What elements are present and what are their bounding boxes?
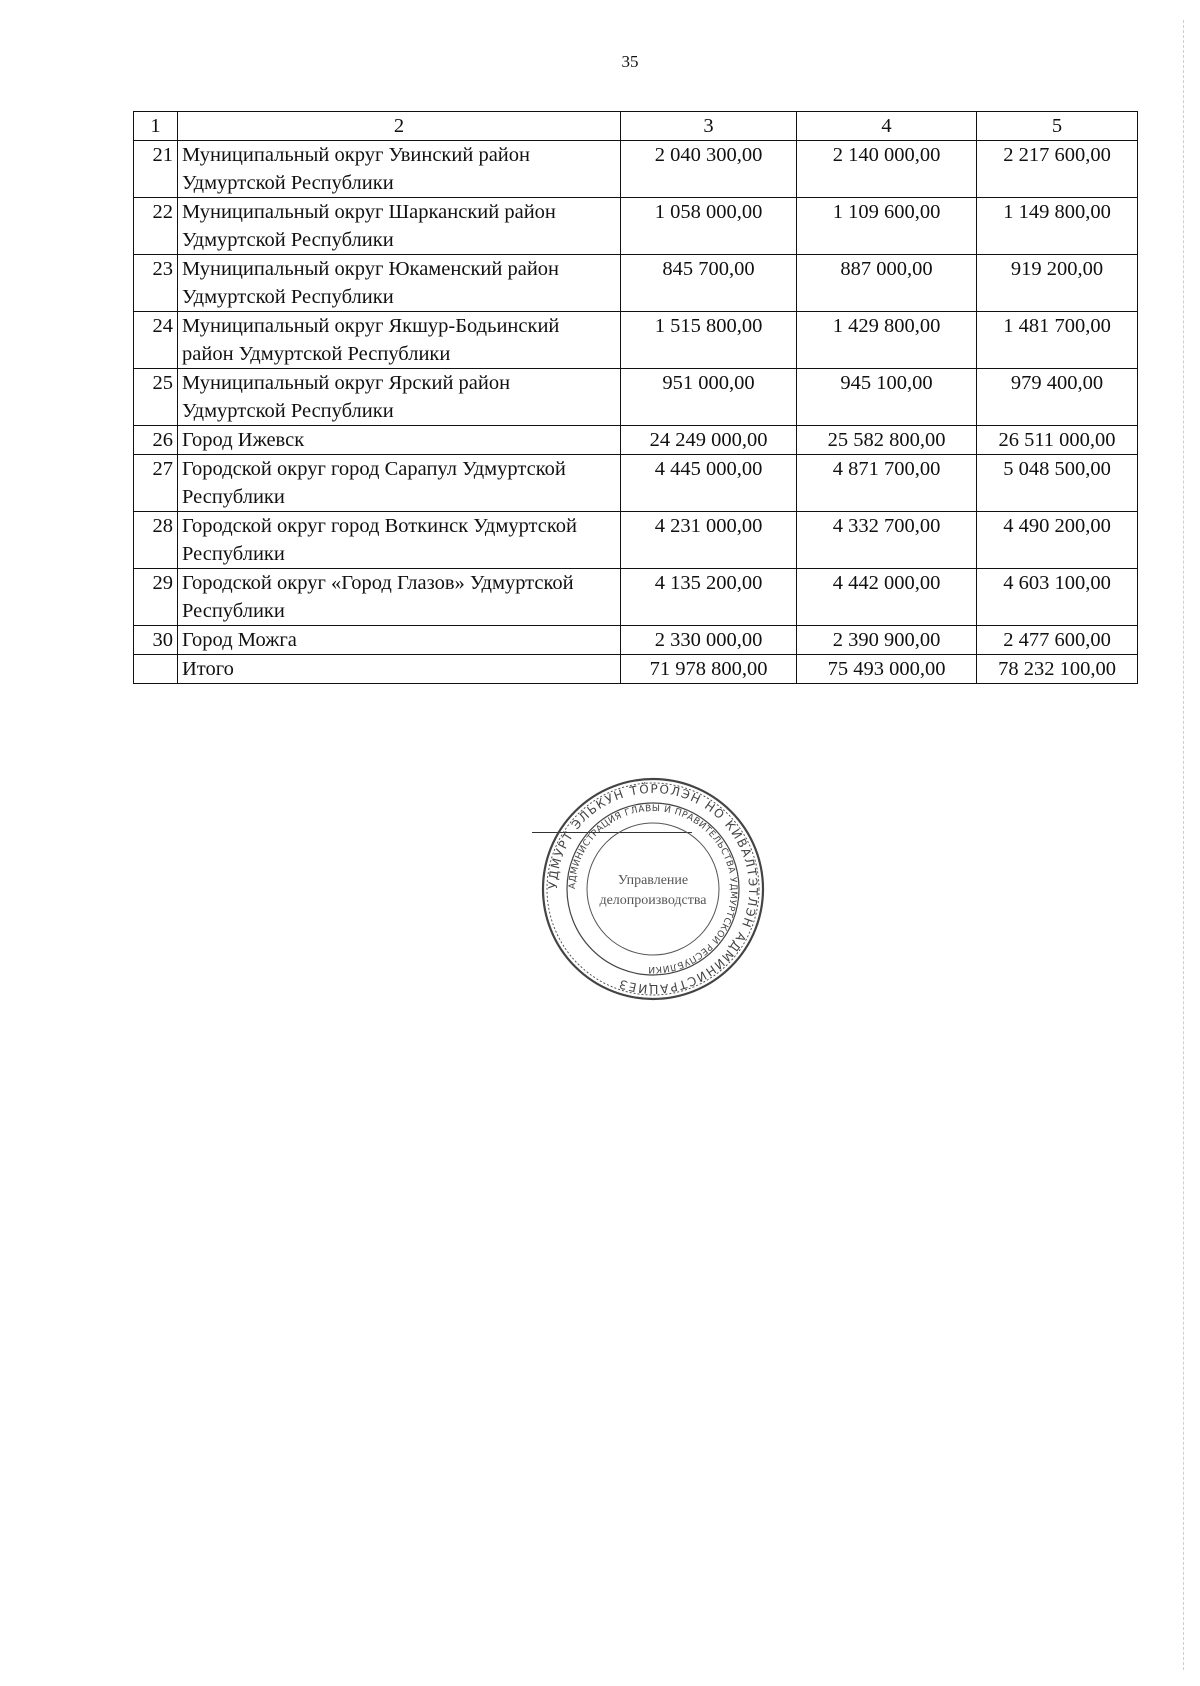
- column-header-5: 5: [977, 112, 1138, 141]
- row-value-col5: 26 511 000,00: [977, 426, 1138, 455]
- table-row: [134, 141, 1138, 198]
- row-name: Муниципальный округ Ярский район Удмуртской Республики: [178, 369, 621, 426]
- row-value-col5: 4 603 100,00: [977, 569, 1138, 626]
- row-name: Муниципальный округ Якшур-Бодьинский район Удмуртской Республики: [178, 312, 621, 369]
- row-name: Город Ижевск: [178, 426, 621, 455]
- row-value-col5: 2 477 600,00: [977, 626, 1138, 655]
- row-value-col5: 2 217 600,00: [977, 141, 1138, 198]
- row-value-col4: 75 493 000,00: [797, 655, 977, 684]
- row-value-col4: 2 140 000,00: [797, 141, 977, 198]
- row-value-col3: 845 700,00: [621, 255, 797, 312]
- row-name: Городской округ город Воткинск Удмуртской Республики: [178, 512, 621, 569]
- row-value-col3: 2 330 000,00: [621, 626, 797, 655]
- row-value-col4: 4 442 000,00: [797, 569, 977, 626]
- column-header-4: 4: [797, 112, 977, 141]
- row-value-col5: 979 400,00: [977, 369, 1138, 426]
- scan-edge-artifact: [1183, 20, 1186, 1670]
- row-number: 30: [134, 626, 178, 655]
- row-name: Муниципальный округ Шарканский район Удмуртской Республики: [178, 198, 621, 255]
- row-value-col4: 945 100,00: [797, 369, 977, 426]
- row-value-col3: 2 040 300,00: [621, 141, 797, 198]
- row-value-col3: 1 515 800,00: [621, 312, 797, 369]
- row-value-col4: 25 582 800,00: [797, 426, 977, 455]
- row-number: 27: [134, 455, 178, 512]
- row-name: Муниципальный округ Увинский район Удмуртской Республики: [178, 141, 621, 198]
- table-total-row: [134, 655, 1138, 684]
- table-row: [134, 426, 1138, 455]
- row-value-col3: 4 231 000,00: [621, 512, 797, 569]
- table-row: [134, 455, 1138, 512]
- row-value-col5: 4 490 200,00: [977, 512, 1138, 569]
- row-number: 22: [134, 198, 178, 255]
- column-header-3: 3: [621, 112, 797, 141]
- seal-outer-text: УДМУРТ ЭЛЬКУН ТӦРОЛЭН НО КИВАЛТЭТЛЭН АДМИНИСТРАЦИЕЗ: [545, 781, 761, 997]
- page-number: 35: [621, 52, 639, 71]
- row-number: 25: [134, 369, 178, 426]
- row-value-col3: 4 445 000,00: [621, 455, 797, 512]
- row-value-col3: 71 978 800,00: [621, 655, 797, 684]
- row-value-col4: 4 332 700,00: [797, 512, 977, 569]
- row-number: 28: [134, 512, 178, 569]
- row-number: [134, 655, 178, 684]
- row-name: Городской округ «Город Глазов» Удмуртской Республики: [178, 569, 621, 626]
- budget-table: [133, 111, 1138, 684]
- row-value-col4: 2 390 900,00: [797, 626, 977, 655]
- table-header-row: [134, 112, 1138, 141]
- table-row: [134, 255, 1138, 312]
- row-name: Муниципальный округ Юкаменский район Удмуртской Республики: [178, 255, 621, 312]
- seal-center-line-2: делопроизводства: [599, 893, 707, 908]
- table-row: [134, 626, 1138, 655]
- row-value-col3: 24 249 000,00: [621, 426, 797, 455]
- row-value-col3: 1 058 000,00: [621, 198, 797, 255]
- row-number: 23: [134, 255, 178, 312]
- row-name: Город Можга: [178, 626, 621, 655]
- seal-middle-ring: [567, 803, 739, 975]
- table-row: [134, 369, 1138, 426]
- row-value-col5: 919 200,00: [977, 255, 1138, 312]
- official-seal: [540, 776, 766, 1002]
- row-value-col5: 5 048 500,00: [977, 455, 1138, 512]
- row-value-col4: 887 000,00: [797, 255, 977, 312]
- row-name: Итого: [178, 655, 621, 684]
- row-value-col3: 4 135 200,00: [621, 569, 797, 626]
- table-row: [134, 312, 1138, 369]
- seal-inner-text: АДМИНИСТРАЦИЯ ГЛАВЫ И ПРАВИТЕЛЬСТВА УДМУРТСКОЙ РЕСПУБЛИКИ: [567, 803, 739, 975]
- row-value-col5: 1 481 700,00: [977, 312, 1138, 369]
- seal-inner-ring: [587, 823, 719, 955]
- row-value-col5: 1 149 800,00: [977, 198, 1138, 255]
- row-value-col3: 951 000,00: [621, 369, 797, 426]
- seal-center-line-1: Управление: [617, 873, 689, 888]
- row-value-col4: 1 109 600,00: [797, 198, 977, 255]
- row-value-col5: 78 232 100,00: [977, 655, 1138, 684]
- table-body: [134, 141, 1138, 684]
- column-header-1: 1: [134, 112, 178, 141]
- row-number: 24: [134, 312, 178, 369]
- row-number: 21: [134, 141, 178, 198]
- row-name: Городской округ город Сарапул Удмуртской Республики: [178, 455, 621, 512]
- table-row: [134, 569, 1138, 626]
- row-number: 26: [134, 426, 178, 455]
- row-value-col4: 1 429 800,00: [797, 312, 977, 369]
- row-number: 29: [134, 569, 178, 626]
- table-row: [134, 198, 1138, 255]
- column-header-2: 2: [178, 112, 621, 141]
- row-value-col4: 4 871 700,00: [797, 455, 977, 512]
- table-row: [134, 512, 1138, 569]
